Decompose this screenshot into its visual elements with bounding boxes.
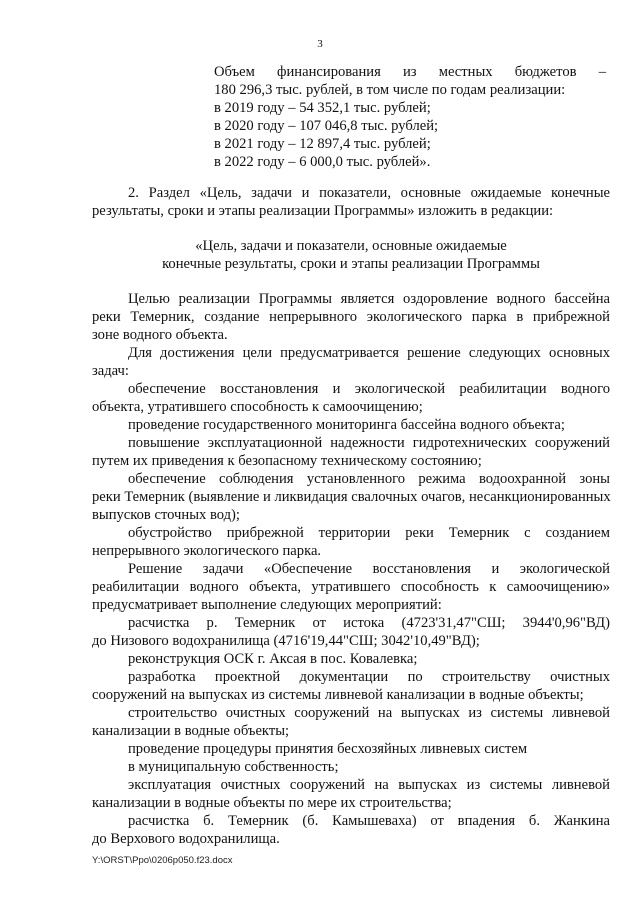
body-line-8: проведение государственного мониторинга бассейна водного объекта;	[128, 417, 565, 433]
body-line-31: до Верхового водохранилища.	[92, 831, 280, 847]
body-line-10: путем их приведения к безопасному техническому состоянию;	[92, 453, 482, 469]
body-line-5: задач:	[92, 363, 129, 379]
funding-line-4: в 2020 году – 107 046,8 тыс. рублей;	[214, 118, 439, 134]
body-line-28: эксплуатация очистных сооружений на выпусках из системы ливневой	[128, 777, 610, 793]
body-line-30: расчистка б. Темерник (б. Камышеваха) от впадения б. Жанкина	[128, 813, 610, 829]
funding-line-1: Объем финансирования из местных бюджетов –	[214, 64, 606, 80]
item2-line-1: 2. Раздел «Цель, задачи и показатели, основные ожидаемые конечные	[128, 185, 610, 201]
body-line-18: предусматривает выполнение следующих мероприятий:	[92, 597, 442, 613]
body-line-19: расчистка р. Темерник от истока (4723'31,47"СШ; 3944'0,96"ВД)	[128, 615, 610, 631]
body-line-16: Решение задачи «Обеспечение восстановления и экологической	[128, 561, 610, 577]
body-line-4: Для достижения цели предусматривается решение следующих основных	[128, 345, 610, 361]
section-title-line-2: конечные результаты, сроки и этапы реализации Программы	[162, 256, 540, 272]
body-line-11: обеспечение соблюдения установленного режима водоохранной зоны	[128, 471, 610, 487]
body-line-26: проведение процедуры принятия бесхозяйных ливневых систем	[128, 741, 528, 757]
section-title-line-1: «Цель, задачи и показатели, основные ожидаемые	[195, 238, 507, 254]
body-line-21: реконструкция ОСК г. Аксая в пос. Ковалевка;	[128, 651, 418, 667]
funding-line-3: в 2019 году – 54 352,1 тыс. рублей;	[214, 100, 431, 116]
body-line-1: Целью реализации Программы является оздоровление водного бассейна	[128, 291, 610, 307]
body-line-12: реки Темерник (выявление и ликвидация свалочных очагов, несанкционированных	[92, 489, 611, 505]
body-line-24: строительство очистных сооружений на выпусках из системы ливневой	[128, 705, 610, 721]
page-number: 3	[317, 38, 323, 50]
body-line-7: объекта, утратившего способность к самоочищению;	[92, 399, 423, 415]
body-line-14: обустройство прибрежной территории реки Темерник с созданием	[128, 525, 610, 541]
item2-line-2: результаты, сроки и этапы реализации Программы» изложить в редакции:	[92, 203, 554, 219]
body-line-3: зоне водного объекта.	[92, 327, 228, 343]
body-line-17: реабилитации водного объекта, утратившего способность к самоочищению»	[92, 579, 610, 595]
body-line-9: повышение эксплуатационной надежности гидротехнических сооружений	[128, 435, 610, 451]
body-line-2: реки Темерник, создание непрерывного экологического парка в прибрежной	[92, 309, 610, 325]
footer-file-path: Y:\ORST\Ppo\0206p050.f23.docx	[92, 855, 233, 866]
body-line-29: канализации в водные объекты по мере их строительства;	[92, 795, 452, 811]
funding-line-6: в 2022 году – 6 000,0 тыс. рублей».	[214, 154, 431, 170]
body-line-27: в муниципальную собственность;	[128, 759, 339, 775]
body-line-13: выпусков сточных вод);	[92, 507, 240, 523]
body-line-20: до Низового водохранилища (4716'19,44"СШ; 3042'10,49"ВД);	[92, 633, 480, 649]
body-line-22: разработка проектной документации по строительству очистных	[128, 669, 610, 685]
funding-line-2: 180 296,3 тыс. рублей, в том числе по годам реализации:	[214, 82, 566, 98]
funding-line-5: в 2021 году – 12 897,4 тыс. рублей;	[214, 136, 431, 152]
body-line-6: обеспечение восстановления и экологической реабилитации водного	[128, 381, 610, 397]
body-line-15: непрерывного экологического парка.	[92, 543, 322, 559]
body-line-23: сооружений на выпусках из системы ливневой канализации в водные объекты;	[92, 687, 584, 703]
body-line-25: канализации в водные объекты;	[92, 723, 290, 739]
